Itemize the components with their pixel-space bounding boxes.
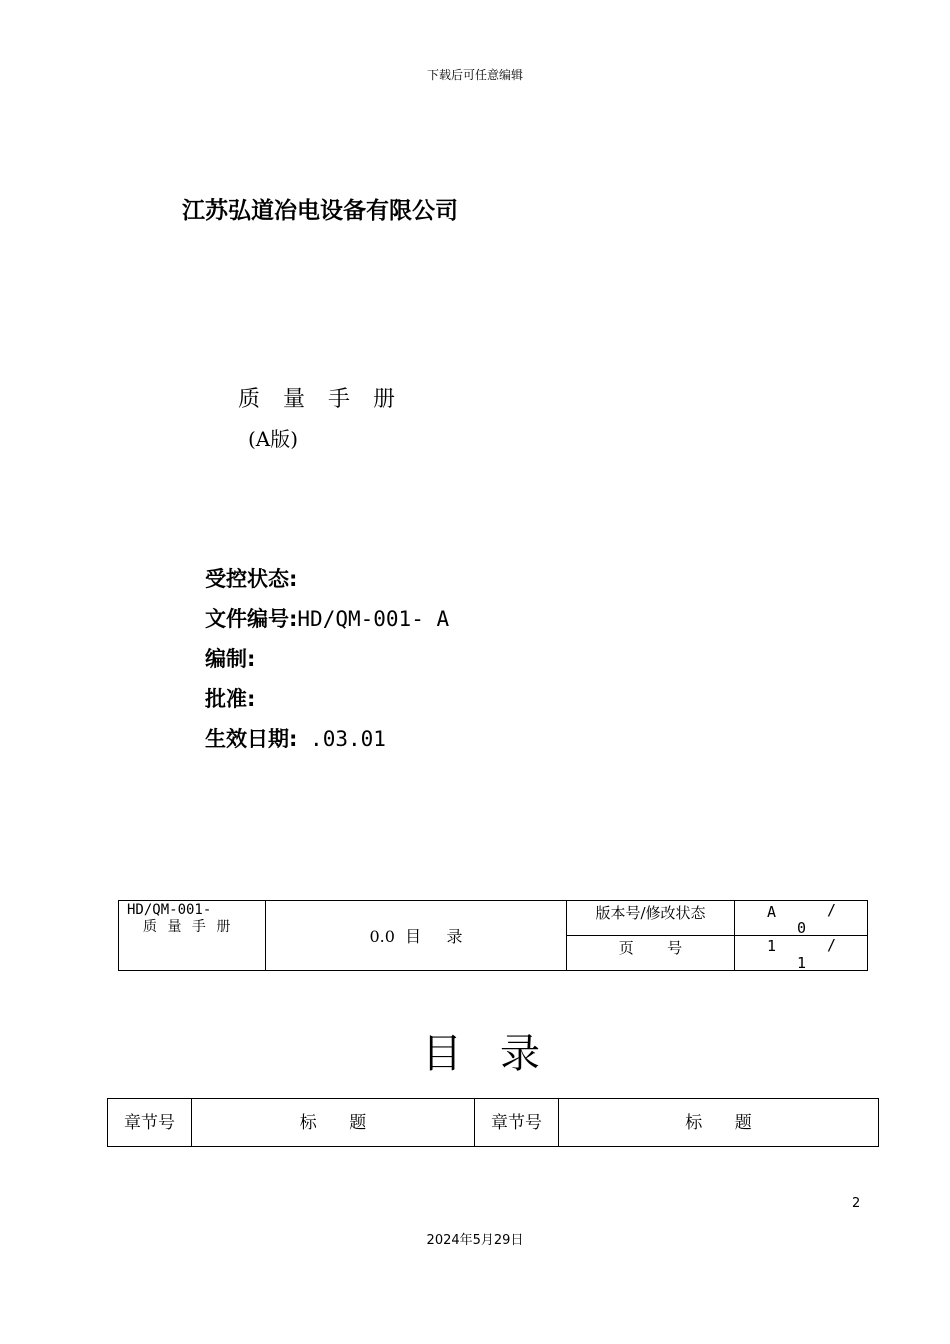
document-number-label: 文件编号: [205,607,298,631]
effective-date [205,723,386,753]
toc-table [107,1098,879,1147]
page-number: 2 [852,1196,861,1211]
page-label: 页 号 [618,939,683,957]
page-current: 1 [767,937,777,955]
control-status [205,563,297,593]
page-label-cell [567,936,735,971]
footer-date: 2024年5月29日 [426,1233,524,1248]
company-name: 江苏弘道冶电设备有限公司 [182,198,458,224]
approved-by [205,683,255,713]
header-section-cell [266,901,567,971]
header-section: 0.0 目 录 [369,927,463,946]
effective-date-value: .03.01 [297,727,386,751]
control-status-label: 受控状态: [205,567,298,591]
document-edition: (A版) [248,427,299,451]
version-slash: / [827,901,837,919]
toc-header-chapter: 章节号 [475,1099,559,1147]
version-value-cell [735,901,868,936]
version-label: 版本号/修改状态 [595,904,706,922]
document-number [205,603,449,633]
page-total: 1 [797,954,807,972]
compiled-by-label: 编制: [205,647,256,671]
header-code: HD/QM-001- [127,902,212,918]
toc-header-title: 标 题 [192,1099,475,1147]
compiled-by [205,643,255,673]
version-zero: 0 [797,919,807,937]
approved-by-label: 批准: [205,687,256,711]
version-a: A [767,903,777,921]
document-number-value: HD/QM-001- A [297,607,450,631]
header-manual: 质 量 手 册 [143,919,234,935]
toc-header-title: 标 题 [559,1099,879,1147]
header-code-cell [119,901,266,971]
header-note: 下载后可任意编辑 [426,68,523,82]
toc-title: 目录 [422,1031,578,1077]
toc-header-chapter: 章节号 [108,1099,192,1147]
version-label-cell [567,901,735,936]
document-header-table [118,900,868,971]
document-title: 质 量 手 册 [238,387,403,412]
page-slash: / [827,936,837,954]
effective-date-label: 生效日期: [205,727,298,751]
page-value-cell [735,936,868,971]
